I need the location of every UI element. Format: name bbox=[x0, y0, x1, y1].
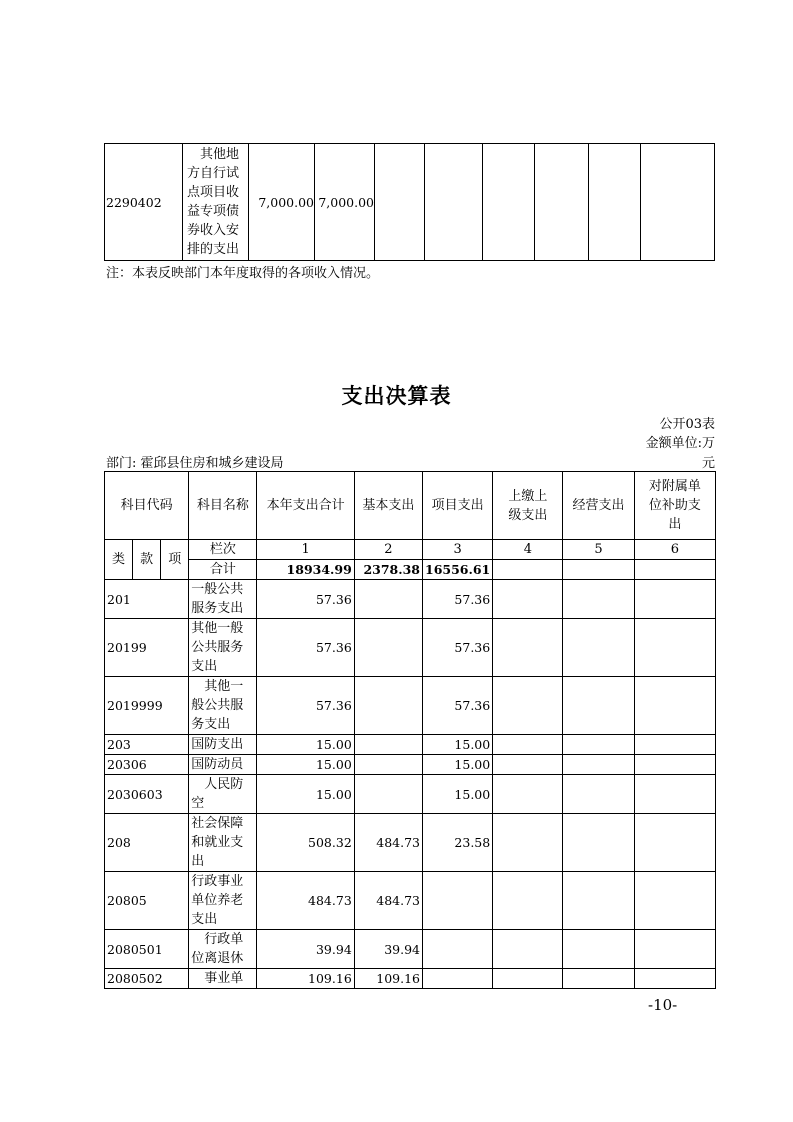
code-cell: 2290402 bbox=[105, 144, 183, 261]
empty-cell bbox=[634, 735, 715, 755]
empty-cell bbox=[493, 755, 563, 775]
project-cell bbox=[423, 969, 493, 989]
code-cell: 2080501 bbox=[105, 930, 189, 969]
empty-cell bbox=[634, 814, 715, 872]
total-sum: 18934.99 bbox=[257, 560, 354, 580]
empty-cell bbox=[634, 969, 715, 989]
total-cell: 109.16 bbox=[257, 969, 354, 989]
table-row bbox=[105, 814, 716, 872]
empty-cell bbox=[493, 814, 563, 872]
total-cell: 15.00 bbox=[257, 735, 354, 755]
total-cell: 57.36 bbox=[257, 580, 354, 619]
empty-cell bbox=[493, 560, 563, 580]
empty-cell bbox=[493, 619, 563, 677]
empty-cell bbox=[634, 677, 715, 735]
header-basic: 基本支出 bbox=[354, 472, 422, 540]
empty-cell bbox=[493, 677, 563, 735]
col-num-2: 2 bbox=[354, 540, 422, 560]
project-cell: 57.36 bbox=[423, 580, 493, 619]
basic-cell: 484.73 bbox=[354, 814, 422, 872]
code-cell: 208 bbox=[105, 814, 189, 872]
table-row bbox=[105, 872, 716, 930]
project-cell: 57.36 bbox=[423, 677, 493, 735]
page-title: 支出决算表 bbox=[341, 383, 452, 408]
project-cell: 23.58 bbox=[423, 814, 493, 872]
total-cell: 57.36 bbox=[257, 619, 354, 677]
name-cell: 国防动员 bbox=[189, 755, 257, 775]
basic-cell bbox=[354, 580, 422, 619]
project-cell: 15.00 bbox=[423, 775, 493, 814]
header-code: 科目代码 bbox=[105, 472, 189, 540]
table-row bbox=[105, 580, 716, 619]
name-cell: 国防支出 bbox=[189, 735, 257, 755]
col-num-6: 6 bbox=[634, 540, 715, 560]
empty-cell bbox=[563, 755, 634, 775]
col-num-4: 4 bbox=[493, 540, 563, 560]
name-cell: 行政事业单位养老支出 bbox=[189, 872, 257, 930]
header-business: 经营支出 bbox=[563, 472, 634, 540]
header-name: 科目名称 bbox=[189, 472, 257, 540]
project-cell bbox=[423, 930, 493, 969]
empty-cell bbox=[563, 930, 634, 969]
code-cell: 20199 bbox=[105, 619, 189, 677]
empty-cell bbox=[493, 969, 563, 989]
table-row bbox=[105, 735, 716, 755]
empty-cell bbox=[634, 775, 715, 814]
empty-cell bbox=[493, 580, 563, 619]
table-row bbox=[105, 677, 716, 735]
col-num-3: 3 bbox=[423, 540, 493, 560]
empty-cell bbox=[425, 144, 483, 261]
header-subsidy: 对附属单位补助支出 bbox=[634, 472, 715, 540]
page-number: -10- bbox=[648, 996, 678, 1014]
previous-table-fragment bbox=[104, 143, 715, 261]
empty-cell bbox=[563, 969, 634, 989]
project-cell: 15.00 bbox=[423, 755, 493, 775]
code-cell: 203 bbox=[105, 735, 189, 755]
project-cell: 57.36 bbox=[423, 619, 493, 677]
total-cell: 15.00 bbox=[257, 775, 354, 814]
empty-cell bbox=[589, 144, 641, 261]
total-basic: 2378.38 bbox=[354, 560, 422, 580]
basic-cell bbox=[354, 677, 422, 735]
empty-cell bbox=[634, 560, 715, 580]
total-cell: 39.94 bbox=[257, 930, 354, 969]
empty-cell bbox=[634, 930, 715, 969]
basic-cell: 39.94 bbox=[354, 930, 422, 969]
amount-unit-cont: 元 bbox=[701, 456, 715, 471]
empty-cell bbox=[641, 144, 715, 261]
name-cell: 人民防空 bbox=[189, 775, 257, 814]
column-number-row bbox=[105, 540, 716, 560]
header-xiang: 项 bbox=[161, 540, 189, 580]
empty-cell bbox=[634, 619, 715, 677]
total-cell: 508.32 bbox=[257, 814, 354, 872]
empty-cell bbox=[563, 735, 634, 755]
empty-cell bbox=[493, 872, 563, 930]
empty-cell bbox=[563, 775, 634, 814]
basic-cell: 484.73 bbox=[354, 872, 422, 930]
table-row bbox=[105, 969, 716, 989]
empty-cell bbox=[563, 872, 634, 930]
empty-cell bbox=[493, 735, 563, 755]
empty-cell bbox=[563, 580, 634, 619]
name-cell: 一般公共服务支出 bbox=[189, 580, 257, 619]
code-cell: 20306 bbox=[105, 755, 189, 775]
header-project: 项目支出 bbox=[423, 472, 493, 540]
code-cell: 201 bbox=[105, 580, 189, 619]
basic-cell bbox=[354, 775, 422, 814]
department-label: 部门: 霍邱县住房和城乡建设局 bbox=[106, 456, 284, 471]
basic-cell bbox=[354, 755, 422, 775]
header-lei: 类 bbox=[105, 540, 133, 580]
empty-cell bbox=[535, 144, 589, 261]
value-cell: 7,000.00 bbox=[249, 144, 315, 261]
empty-cell bbox=[493, 930, 563, 969]
empty-cell bbox=[563, 814, 634, 872]
header-upper: 上缴上级支出 bbox=[493, 472, 563, 540]
header-lanci: 栏次 bbox=[189, 540, 257, 560]
code-cell: 2080502 bbox=[105, 969, 189, 989]
project-cell bbox=[423, 872, 493, 930]
empty-cell bbox=[634, 872, 715, 930]
table-row bbox=[105, 619, 716, 677]
total-cell: 15.00 bbox=[257, 755, 354, 775]
code-cell: 2019999 bbox=[105, 677, 189, 735]
total-cell: 484.73 bbox=[257, 872, 354, 930]
name-cell: 行政单位离退休 bbox=[189, 930, 257, 969]
expenditure-table bbox=[104, 471, 716, 989]
empty-cell bbox=[634, 755, 715, 775]
empty-cell bbox=[483, 144, 535, 261]
table-row bbox=[105, 144, 715, 261]
basic-cell: 109.16 bbox=[354, 969, 422, 989]
total-label: 合计 bbox=[189, 560, 257, 580]
name-cell: 其他一般公共服务支出 bbox=[189, 619, 257, 677]
header-kuan: 款 bbox=[133, 540, 161, 580]
name-cell: 社会保障和就业支出 bbox=[189, 814, 257, 872]
col-num-1: 1 bbox=[257, 540, 354, 560]
form-number: 公开03表 bbox=[659, 417, 715, 432]
name-cell: 其他地方自行试点项目收益专项债券收入安排的支出 bbox=[183, 144, 249, 261]
empty-cell bbox=[563, 619, 634, 677]
empty-cell bbox=[563, 677, 634, 735]
table-row bbox=[105, 930, 716, 969]
header-total: 本年支出合计 bbox=[257, 472, 354, 540]
code-cell: 2030603 bbox=[105, 775, 189, 814]
empty-cell bbox=[375, 144, 425, 261]
total-cell: 57.36 bbox=[257, 677, 354, 735]
name-cell: 事业单 bbox=[189, 969, 257, 989]
table-row bbox=[105, 755, 716, 775]
total-row bbox=[105, 560, 716, 580]
total-project: 16556.61 bbox=[423, 560, 493, 580]
header-row bbox=[105, 472, 716, 540]
name-cell: 其他一般公共服务支出 bbox=[189, 677, 257, 735]
amount-unit: 金额单位:万 bbox=[645, 436, 715, 451]
code-cell: 20805 bbox=[105, 872, 189, 930]
empty-cell bbox=[493, 775, 563, 814]
project-cell: 15.00 bbox=[423, 735, 493, 755]
empty-cell bbox=[563, 560, 634, 580]
table-note: 注：本表反映部门本年度取得的各项收入情况。 bbox=[106, 266, 380, 281]
basic-cell bbox=[354, 619, 422, 677]
col-num-5: 5 bbox=[563, 540, 634, 560]
empty-cell bbox=[634, 580, 715, 619]
basic-cell bbox=[354, 735, 422, 755]
value-cell: 7,000.00 bbox=[315, 144, 375, 261]
table-row bbox=[105, 775, 716, 814]
